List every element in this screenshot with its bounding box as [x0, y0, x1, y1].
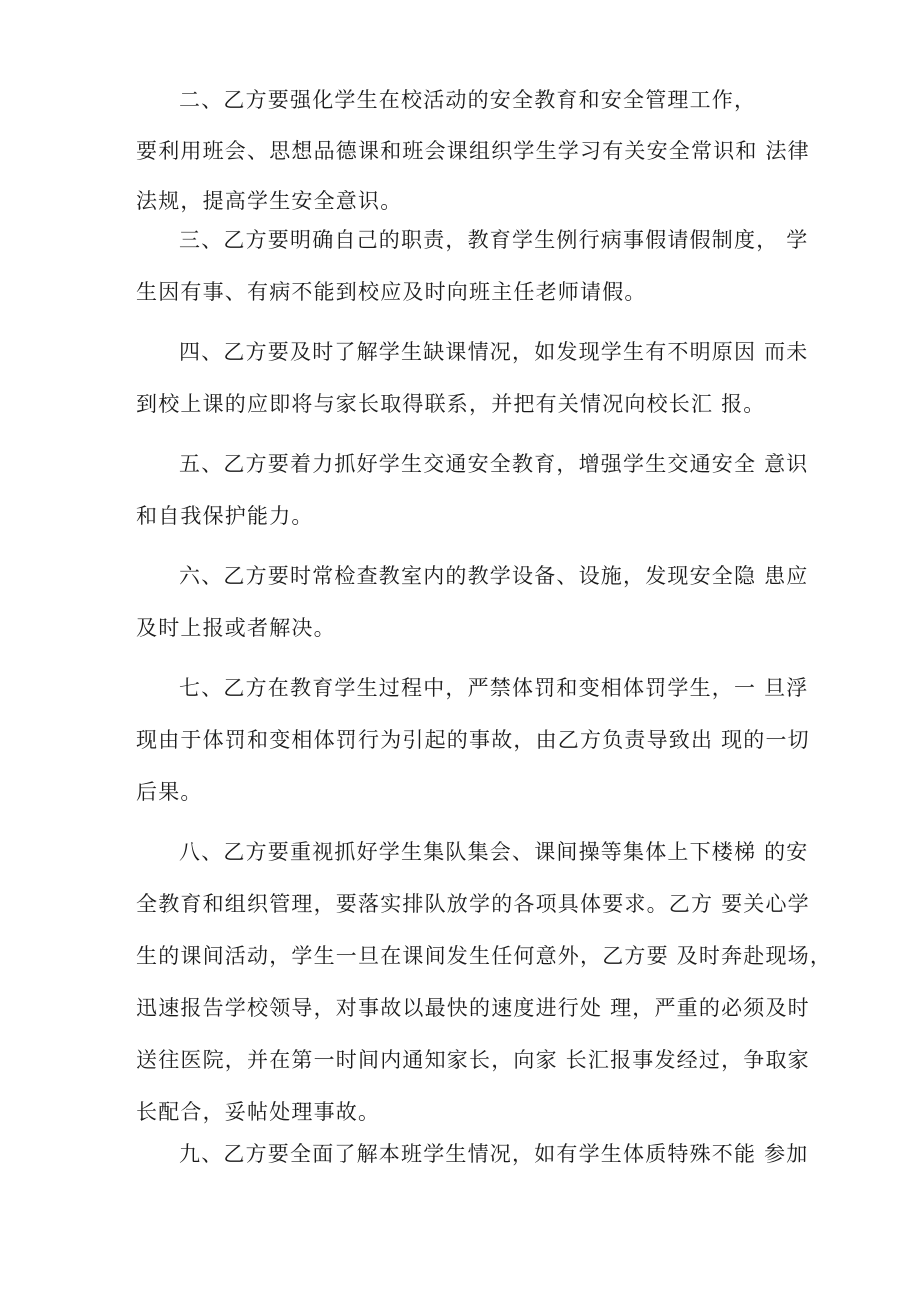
paragraph-7	[136, 674, 816, 806]
text-line: 全教育和组织管理，要落实排队放学的各项具体要求。乙方 要关心学	[136, 892, 810, 916]
paragraph-2-heading	[136, 86, 816, 114]
text-line: 八、乙方要重视抓好学生集队集会、课间操等集体上下楼梯 的安	[179, 840, 809, 864]
text-line: 七、乙方在教育学生过程中，严禁体罚和变相体罚学生，一 旦浮	[179, 676, 809, 700]
text-line: 六、乙方要时常检查教室内的教学设备、设施，发现安全隐 患应	[179, 564, 809, 588]
text-line: 长配合，妥帖处理事故。	[136, 1100, 381, 1124]
text-line: 迅速报告学校领导，对事故以最快的速度进行处 理，严重的必须及时	[136, 996, 810, 1020]
paragraph-9	[136, 1140, 816, 1168]
text-line: 法规，提高学生安全意识。	[136, 189, 403, 213]
text-line: 二、乙方要强化学生在校活动的安全教育和安全管理工作，	[179, 88, 757, 112]
paragraph-3	[136, 226, 816, 306]
paragraph-4	[136, 338, 816, 418]
text-line: 后果。	[136, 780, 203, 804]
text-line: 送往医院，并在第一时间内通知家长，向家 长汇报事发经过，争取家	[136, 1048, 810, 1072]
text-line: 生的课间活动，学生一旦在课间发生任何意外，乙方要 及时奔赴现场，	[136, 944, 833, 968]
text-line: 现由于体罚和变相体罚行为引起的事故，由乙方负责导致出 现的一切	[136, 728, 810, 752]
text-line: 三、乙方要明确自己的职责，教育学生例行病事假请假制度， 学	[179, 228, 809, 252]
paragraph-5	[136, 450, 816, 530]
paragraph-2-body	[136, 137, 816, 215]
paragraph-6	[136, 562, 816, 642]
text-line: 生因有事、有病不能到校应及时向班主任老师请假。	[136, 280, 647, 304]
text-line: 要利用班会、思想品德课和班会课组织学生学习有关安全常识和 法律	[136, 139, 810, 163]
text-line: 和自我保护能力。	[136, 504, 314, 528]
text-line: 九、乙方要全面了解本班学生情况，如有学生体质特殊不能 参加	[179, 1142, 809, 1166]
text-line: 四、乙方要及时了解学生缺课情况，如发现学生有不明原因 而未	[179, 340, 809, 364]
paragraph-8	[136, 838, 833, 1126]
text-line: 五、乙方要着力抓好学生交通安全教育，增强学生交通安全 意识	[179, 452, 809, 476]
text-line: 到校上课的应即将与家长取得联系，并把有关情况向校长汇 报。	[136, 392, 766, 416]
text-line: 及时上报或者解决。	[136, 616, 336, 640]
